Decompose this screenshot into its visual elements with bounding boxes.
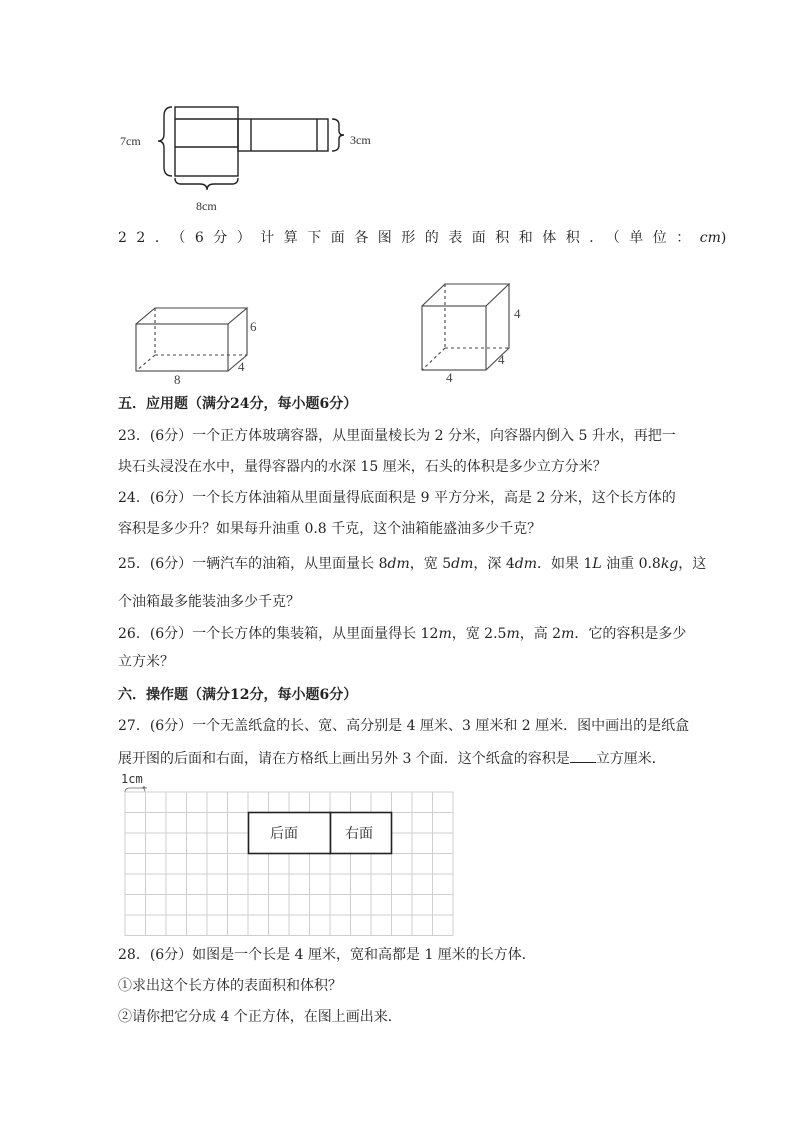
- q24-line1: 24．(6分）一个长方体油箱从里面量得底面积是 9 平方分米，高是 2 分米，这个长方体的: [118, 490, 676, 506]
- section-6-title: 六．操作题（满分12分，每小题6分）: [118, 687, 358, 703]
- cube-height-label: 4: [514, 306, 521, 321]
- label-3cm: 3cm: [350, 133, 371, 147]
- bottom-brace: [175, 178, 238, 190]
- cube-figure: [410, 278, 530, 386]
- cuboid-width-label: 4: [238, 359, 245, 374]
- cube-depth-label: 4: [498, 352, 505, 367]
- grid-unit-label: 1cm: [121, 772, 143, 786]
- label-8cm: 8cm: [196, 199, 217, 213]
- face-right-label: 右面: [345, 827, 373, 842]
- q27-line2: 展开图的后面和右面，请在方格纸上画出另外 3 个面．这个纸盒的容积是 立方厘米．: [118, 748, 666, 769]
- grid-paper: [118, 786, 458, 936]
- q28-item2: ②请你把它分成 4 个正方体，在图上画出来．: [118, 1009, 402, 1025]
- q22-text: 22．（6分）计算下面各图形的表面积和体积．（单位：cm): [118, 230, 727, 246]
- q28-line1: 28．(6分）如图是一个长是 4 厘米，宽和高都是 1 厘米的长方体．: [118, 947, 536, 963]
- label-7cm: 7cm: [120, 134, 141, 148]
- q25-line2: 个油箱最多能装油多少千克？: [118, 594, 300, 610]
- q24-line2: 容积是多少升？如果每升油重 0.8 千克，这个油箱能盛油多少千克？: [118, 521, 542, 537]
- q23-line2: 块石头浸没在水中，量得容器内的水深 15 厘米，石头的体积是多少立方分米？: [118, 459, 607, 475]
- section-5-title: 五．应用题（满分24分，每小题6分）: [118, 396, 358, 412]
- net-face-bottom: [175, 107, 238, 176]
- cuboid-length-label: 8: [174, 372, 181, 386]
- q23-line1: 23．(6分）一个正方体玻璃容器，从里面量棱长为 2 分米，向容器内倒入 5 升水，再把一: [118, 428, 676, 444]
- left-brace: [158, 107, 172, 176]
- face-back-label: 后面: [270, 827, 298, 842]
- q27-line1: 27．(6分）一个无盖纸盒的长、宽、高分别是 4 厘米、3 厘米和 2 厘米．图中画出的是纸盒: [118, 718, 690, 734]
- grid-unit-brace: [125, 786, 147, 792]
- box-net-figure: [118, 98, 398, 216]
- cuboid-figure: [128, 300, 268, 386]
- cube-length-label: 4: [446, 370, 453, 385]
- cuboid-height-label: 6: [250, 319, 257, 334]
- q26-line1: 26．(6分）一个长方体的集装箱，从里面量得长 12m，宽 2.5m，高 2m．它的容积是多少: [118, 626, 687, 642]
- q26-line2: 立方米？: [118, 654, 174, 670]
- answer-blank[interactable]: [570, 748, 596, 763]
- q28-item1: ①求出这个长方体的表面积和体积？: [118, 978, 342, 994]
- right-brace: [332, 119, 344, 151]
- q25-line1: 25．(6分）一辆汽车的油箱，从里面量长 8dm，宽 5dm，深 4dm．如果 1L 油重 0.8kg，这: [118, 556, 707, 572]
